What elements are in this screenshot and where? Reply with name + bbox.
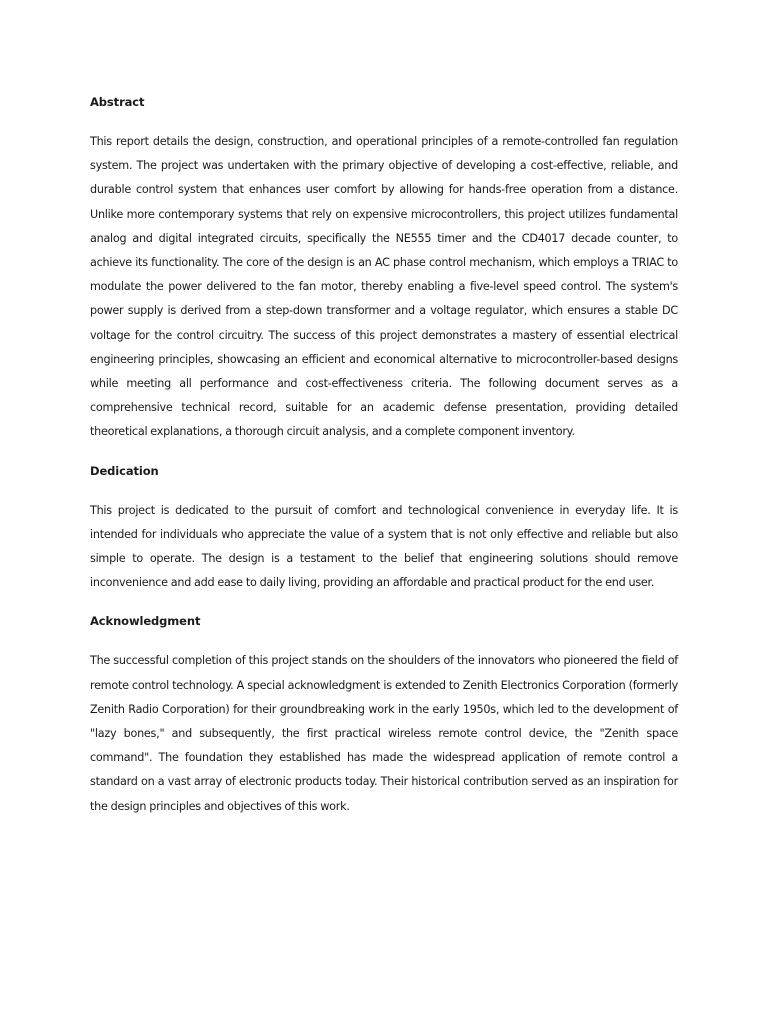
acknowledgment-body: The successful completion of this project stands on the shoulders of the innovators who pioneered the field of remote control technology. A special acknowledgment is extended to Zenith Electronics Corporation (formerly Zenith Radio Corporation) for their groundbreaking work in the early 1950s, which led to the development of "lazy bones," and subsequently, the first practical wireless remote control device, the "Zenith space command". The foundation they established has made the widespread application of remote control a standard on a vast array of electronic products today. Their historical contribution served as an inspiration for the design principles and objectives of this work. [90,654,678,813]
abstract-heading: Abstract [90,95,145,109]
dedication-body: This project is dedicated to the pursuit of comfort and technological convenience in everyday life. It is intended for individuals who appreciate the value of a system that is not only effective and reliable but also simple to operate. The design is a testament to the belief that engineering solutions should remove inconvenience and add ease to daily living, providing an affordable and practical product for the end user. [90,503,678,590]
document-page [90,94,678,819]
acknowledgment-heading: Acknowledgment [90,614,201,629]
abstract-body: This report details the design, construction, and operational principles of a remote-controlled fan regulation system. The project was undertaken with the primary objective of developing a cost-effective, reliable, and durable control system that enhances user comfort by allowing for hands-free operation from a distance. Unlike more contemporary systems that rely on expensive microcontrollers, this project utilizes fundamental analog and digital integrated circuits, specifically the NE555 timer and the CD4017 decade counter, to achieve its functionality. The core of the design is an AC phase control mechanism, which employs a TRIAC to modulate the power delivered to the fan motor, thereby enabling a five-level speed control. The system's power supply is derived from a step-down transformer and a voltage regulator, which ensures a stable DC voltage for the control circuitry. The success of this project demonstrates a mastery of essential electrical engineering principles, showcasing an efficient and economical alternative to microcontroller-based designs while meeting all performance and cost-effectiveness criteria. The following document serves as a comprehensive technical record, suitable for an academic defense presentation, providing detailed theoretical explanations, a thorough circuit analysis, and a complete component inventory. [90,135,678,439]
dedication-heading: Dedication [90,463,159,478]
